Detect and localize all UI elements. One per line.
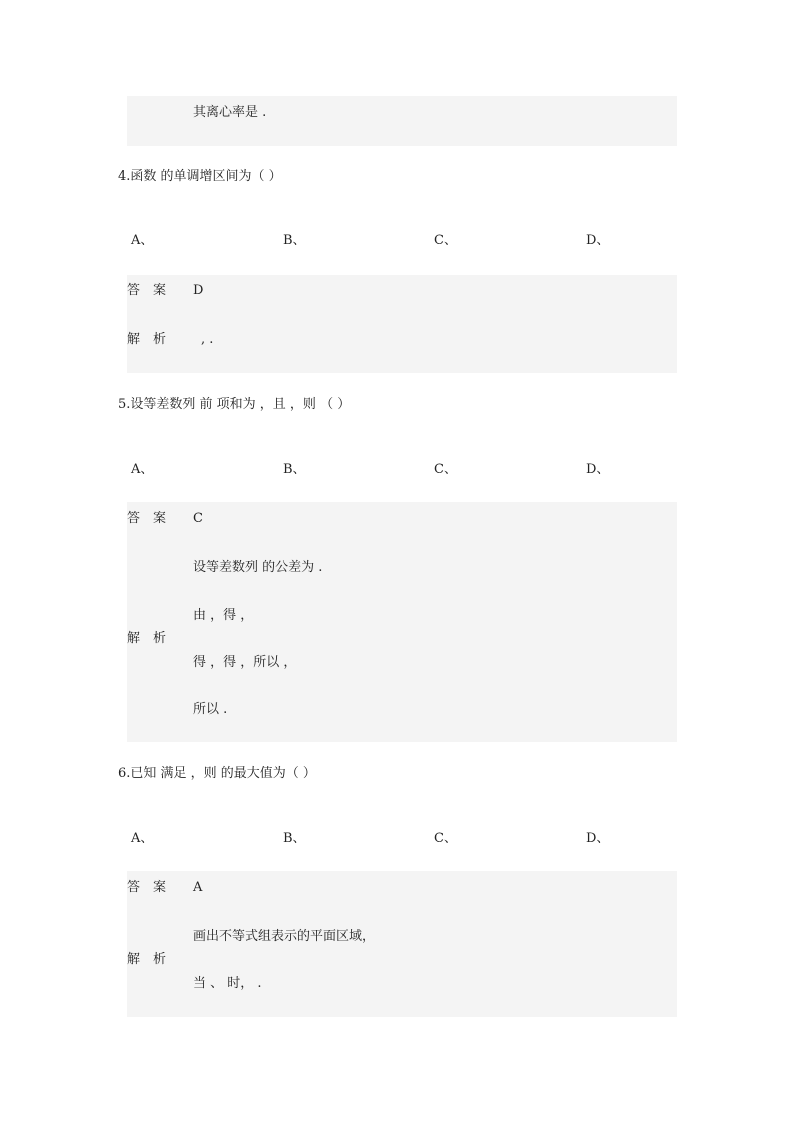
q5-analysis-line-4: 所以 . <box>193 702 228 717</box>
q6-answer-label: 答案 <box>127 880 180 895</box>
q4-option-c: C、 <box>434 233 457 248</box>
q5-analysis-line-1: 设等差数列 的公差为 . <box>193 560 323 575</box>
q6-option-c: C、 <box>434 831 457 846</box>
prev-analysis-line: 其离心率是 . <box>193 105 267 120</box>
q6-analysis-label: 解析 <box>127 952 180 967</box>
q5-stem: 5.设等差数列 前 项和为 ，且 ，则 （ ） <box>118 397 351 412</box>
q6-answer-box <box>127 871 677 1017</box>
q5-analysis-line-2: 由 ，得 ， <box>193 608 254 623</box>
q6-answer-value: A <box>193 880 203 895</box>
q6-option-b: B、 <box>283 831 306 846</box>
q4-analysis-label: 解析 <box>127 332 180 347</box>
q4-answer-value: D <box>193 283 204 298</box>
q5-answer-value: C <box>193 511 203 526</box>
q4-option-b: B、 <box>283 233 306 248</box>
q5-analysis-line-3: 得 ，得 ，所以 ， <box>193 655 297 670</box>
q5-option-d: D、 <box>586 462 610 477</box>
q5-option-c: C、 <box>434 462 457 477</box>
q4-analysis-line-1: , . <box>201 332 214 347</box>
q5-analysis-label: 解析 <box>127 631 180 646</box>
q5-option-a: A、 <box>131 462 154 477</box>
q4-option-a: A、 <box>131 233 154 248</box>
q6-analysis-line-2: 当 、 时， . <box>193 976 262 991</box>
q5-answer-box <box>127 502 677 742</box>
q6-option-d: D、 <box>586 831 610 846</box>
q4-answer-label: 答案 <box>127 283 180 298</box>
q6-stem: 6.已知 满足 ，则 的最大值为（ ） <box>118 766 316 781</box>
prev-analysis-box <box>127 96 677 146</box>
q4-stem: 4.函数 的单调增区间为（ ） <box>118 169 282 184</box>
q6-analysis-line-1: 画出不等式组表示的平面区域， <box>193 929 376 944</box>
q6-option-a: A、 <box>131 831 154 846</box>
q4-option-d: D、 <box>586 233 610 248</box>
q5-answer-label: 答案 <box>127 511 180 526</box>
q4-answer-box <box>127 275 677 373</box>
q5-option-b: B、 <box>283 462 306 477</box>
